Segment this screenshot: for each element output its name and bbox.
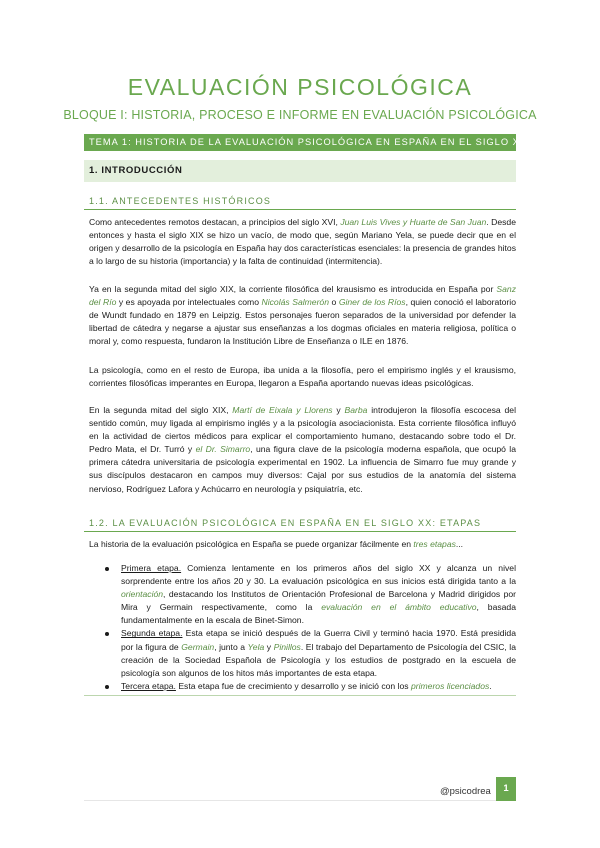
bullet-icon xyxy=(105,685,109,689)
footer-divider xyxy=(84,800,496,801)
etapas-list xyxy=(89,562,516,693)
list-item-etapa-1: Primera etapa. Comienza lentamente en los primeros años del siglo XX y alcanza un nivel sorprendente entre los años 20 y 30. La evaluación psicológica en sus inicios está dirigida tanto a la orientación, destacando los Institutos de Orientación Profesional de Barcelona y Madrid dirigidos por Mira y Germain respectivamente, como la evaluación en el ámbito educativo, basada fundamentalmente en la escala de Binet-Simon. xyxy=(89,562,516,627)
list-item-etapa-2: Segunda etapa. Esta etapa se inició después de la Guerra Civil y terminó hacia 1970. Está presidida por la figura de Germain, junto a Yela y Pinillos. El trabajo del Departamento de Psicología del CSIC, la creación de la Sociedad Española de Psicología y los estudios de postgrado en la escuela de psicología son algunos de los hitos más importantes de esta etapa. xyxy=(89,627,516,679)
paragraph-1: Como antecedentes remotos destacan, a principios del siglo XVI, Juan Luis Vives y Huarte de San Juan. Desde entonces y hasta el siglo XIX se hizo un vacío, de modo que, según Mariano Yela, se puede decir que en el origen y desarrollo de la psicología en España hay dos características esenciales: la presencia de grandes hitos a lo largo de su historia (importancia) y la falta de continuidad (intermitencia). xyxy=(89,217,516,267)
tema-banner: TEMA 1: HISTORIA DE LA EVALUACIÓN PSICOLÓGICA EN ESPAÑA EN EL SIGLO XX xyxy=(84,134,516,151)
document-subtitle: BLOQUE I: HISTORIA, PROCESO E INFORME EN EVALUACIÓN PSICOLÓGICA xyxy=(63,108,537,122)
paragraph-2: Ya en la segunda mitad del siglo XIX, la corriente filosófica del krausismo es introducida en España por Sanz del Río y es apoyada por intelectuales como Nicolás Salmerón o Giner de los Ríos, quien conoció el laboratorio de Wundt fundado en 1879 en Leipzig. Estos personajes fueron separados de la universidad por defender la libertad de cátedra y negarse a ajustar sus enseñanzas a los dogmas oficiales en materia religiosa, política o moral y, como respuesta, fundaron la Institución Libre de Enseñanza o ILE en 1876. xyxy=(89,284,516,347)
bullet-icon xyxy=(105,567,109,571)
content-end-rule xyxy=(84,695,516,696)
author-handle: @psicodrea xyxy=(440,786,491,797)
document-title: EVALUACIÓN PSICOLÓGICA xyxy=(127,74,473,100)
paragraph-4: En la segunda mitad del siglo XIX, Martí de Eixala y Llorens y Barba introdujeron la filosofía escocesa del sentido común, muy ligada al empirismo inglés y a la psicología asociacionista. Esta corriente filosófica influyó en la actividad de ciertos médicos para explicar el comportamiento humano, destacando sobre todo el Dr. Pedro Mata, el Dr. Turró y el Dr. Simarro, una figura clave de la psicología moderna española, que ocupó la primera cátedra universitaria de psicología experimental en 1902. La influencia de Simarro fue muy grande y sus discípulos destacaron en campos muy diversos: Cajal por sus estudios de la anatomía del sistema nervioso, Rodríguez Lafora y Achúcarro en neurología y psiquiatría, etc. xyxy=(89,405,516,494)
page-number: 1 xyxy=(496,777,516,801)
paragraph-3: La psicología, como en el resto de Europa, iba unida a la filosofía, pero el empirismo inglés y el krausismo, corrientes filosóficas imperantes en Europa, llegaron a España aportando nuevas ideas psicológicas. xyxy=(89,365,516,389)
bullet-icon xyxy=(105,632,109,636)
subsection-heading-2: 1.2. LA EVALUACIÓN PSICOLÓGICA EN ESPAÑA EN EL SIGLO XX: ETAPAS xyxy=(84,518,516,532)
list-item-etapa-3: Tercera etapa. Esta etapa fue de crecimiento y desarrollo y se inició con los primeros licenciados. xyxy=(89,680,516,693)
section-heading: 1. INTRODUCCIÓN xyxy=(84,160,516,182)
paragraph-intro-etapas: La historia de la evaluación psicológica en España se puede organizar fácilmente en tres etapas... xyxy=(89,539,464,549)
subsection-heading-1: 1.1. ANTECEDENTES HISTÓRICOS xyxy=(84,196,516,210)
